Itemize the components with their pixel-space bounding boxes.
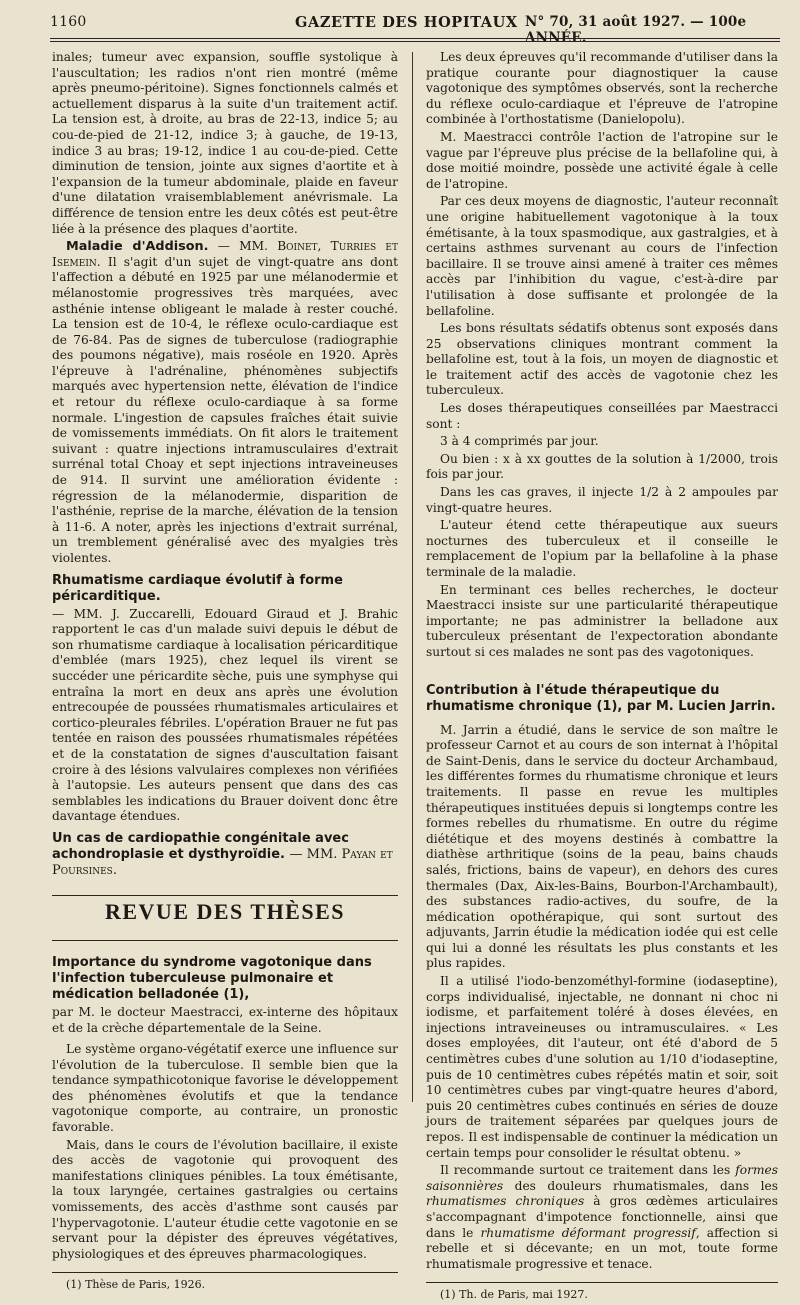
- list-item: Ou bien : x à xx gouttes de la solution à 1/2000, trois fois par jour.: [426, 451, 778, 482]
- header-rule: [50, 38, 780, 39]
- section-title: REVUE DES THÈSES: [104, 898, 345, 924]
- addison-text: Il s'agit d'un sujet de vingt-quatre ans dont l'affection a débuté en 1925 par une mélanodermie et mélanostomie progressives très marquées, avec asthénie intense obligeant le malade à rester couché. La tension est de 10-4, le réflexe oculo-cardiaque est de 76-84. Pas de signes de tuberculose (radiographie des poumons négative), mais roséole en 1920. Après l'épreuve à l'adrénaline, phénomènes subjectifs marqués avec hypertension nette, élévation de l'indice et retour du réflexe oculo-cardiaque à sa forme normale. L'ingestion de capsules fraîches était suivie de vomissements immédiats. On fit alors le traitement suivant : quatre injections intramusculaires d'extrait surrénal total Choay et sept injections intraveineuses de 914. Il survint une amélioration évidente : régression de la mélanodermie, disparition de l'asthénie, reprise de la marche, élévation de la tension à 11-6. A noter, après les injections d'extrait surrénal, un tremblement généralisé avec des myalgies très violentes.: [52, 254, 399, 565]
- text-run: Il recommande surtout ce traitement dans les: [440, 1163, 736, 1178]
- rhumatisme-text: — MM. J. Zuccarelli, Edouard Giraud et J. Brahic rapportent le cas d'un malade suivi depuis le début de son rhumatisme cardiaque à localisation péricarditique d'emblée (mars 1925), chez lequel ils virent se succéder une péricardite sèche, puis une symphyse qui entraîna la mort en deux ans après une évolution entrecoupée de poussées rhumatismales articulaires et cortico-pleurales fébriles. L'opération Brauer ne fut pas tentée en raison des poussées rhumatismales répétées et de la constatation de signes d'auscultation faisant croire à des lésions valvulaires complexes non vérifiées à l'autopsie. Les auteurs pensent que dans des cas semblables les indications du Brauer doivent donc être davantage étendues.: [52, 606, 398, 824]
- contribution-title: Contribution à l'étude thérapeutique du rhumatisme chronique (1), par M. Lucien Jarrin.: [426, 682, 776, 714]
- paragraph: Les bons résultats sédatifs obtenus sont exposés dans 25 observations cliniques montrant comment la bellafoline est, tout à la fois, un moyen de diagnostic et le traitement actif des accès de vagotonie chez les tuberculeux.: [426, 321, 778, 398]
- paragraph: Les deux épreuves qu'il recommande d'utiliser dans la pratique courante pour diagnostiquer la cause vagotonique des symptômes observés, sont la recherche du réflexe oculo-cardiaque et l'épreuve de l'atropine combinée à l'orthostatisme (Danielopolu).: [426, 50, 778, 127]
- section-banner: [52, 895, 398, 941]
- text-run: , affection si rebelle et si décevante; en un mot, toute forme rhumatismale progressive et tenace.: [426, 1225, 778, 1271]
- footnote: (1) Thèse de Paris, 1926.: [66, 1278, 206, 1292]
- cardiopathie-title: Un cas de cardiopathie congénitale avec achondroplasie et dysthyroïdie.: [52, 830, 349, 862]
- paragraph: M. Maestracci contrôle l'action de l'atropine sur le vague par l'épreuve plus précise de la bellafoline qui, à dose moitié moindre, possède une activité égale à celle de l'atropine.: [426, 129, 778, 191]
- addison-title: Maladie d'Addison.: [66, 239, 209, 255]
- footnote: (1) Th. de Paris, mai 1927.: [440, 1288, 588, 1302]
- page-number: 1160: [50, 14, 87, 30]
- paragraph: M. Jarrin a étudié, dans le service de son maître le professeur Carnot et au cours de son internat à l'hôpital de Saint-Denis, dans le service du docteur Archambaud, les différentes formes du rhumatisme chronique et leurs traitements. Il passe en revue les multiples thérapeutiques instituées depuis si longtemps contre les formes rebelles du rhumatisme. En outre du régime diététique et des moyens destinés à combattre la diathèse arthritique (soins de la peau, bains chauds salés, frictions, bains de vapeur), en dehors des cures thermales (Dax, Aix-les-Bains, Bourbon-l'Archambault), des substances radio-actives, du soufre, de la médication opothérapique, qui sont surtout des adjuvants, Jarrin étudie la médication iodée qui est celle qui lui a donné les résultats les plus constants et les plus rapides.: [426, 722, 778, 971]
- paragraph: Par ces deux moyens de diagnostic, l'auteur reconnaît une origine habituellement vagotonique à la toux émétisante, à la toux spasmodique, aux gastralgies, et à certains asthmes survenant au cours de l'infection bacillaire. Il se trouve ainsi amené à traiter ces mêmes accès par l'inhibition du vague, c'est-à-dire par l'utilisation à dose suffisante et prolongée de la bellafoline.: [426, 194, 778, 318]
- paragraph-with-italics: [426, 1163, 778, 1272]
- issue-info: N° 70, 31 août 1927. — 100e ANNÉE.: [525, 14, 747, 46]
- footnote-rule: [426, 1282, 778, 1283]
- list-item: 3 à 4 comprimés par jour.: [440, 434, 599, 449]
- italic-run: rhumatisme déformant progressif: [480, 1225, 696, 1240]
- footnote-rule: [52, 1272, 398, 1273]
- vagotonique-title: Importance du syndrome vagotonique dans l'infection tuberculeuse pulmonaire et médication belladonée (1),: [52, 954, 372, 1002]
- paragraph: L'auteur étend cette thérapeutique aux sueurs nocturnes des tuberculeux et il conseille le remplacement de l'opium par la bellafoline à la phase terminale de la maladie.: [426, 518, 778, 579]
- vagotonique-byline: par M. le docteur Maestracci, ex-interne des hôpitaux et de la crèche départementale de la Seine.: [52, 1004, 398, 1035]
- paragraph: Les doses thérapeutiques conseillées par Maestracci sont :: [426, 401, 778, 431]
- paragraph: Le système organo-végétatif exerce une influence sur l'évolution de la tuberculose. Il semble bien que la tendance sympathicotonique favorise le développement des phénomènes évolutifs et que la tendance vagotonique comporte, au contraire, un pronostic favorable.: [52, 1042, 398, 1135]
- page-header: [50, 12, 780, 46]
- paragraph: Dans les cas graves, il injecte 1/2 à 2 ampoules par vingt-quatre heures.: [426, 485, 778, 515]
- rhumatisme-title: Rhumatisme cardiaque évolutif à forme péricarditique.: [52, 572, 343, 604]
- text-run: à gros œdèmes articulaires s'accompagnant d'impotence fonctionnelle, ainsi que dans le: [426, 1194, 778, 1240]
- addison-paragraph: [52, 239, 398, 566]
- header-rule-double: [50, 41, 780, 42]
- cardiopathie-authors: — MM. Payan et Poursines.: [52, 846, 393, 878]
- italic-run: formes saisonnières: [426, 1163, 778, 1193]
- left-column: [52, 50, 398, 1295]
- text-run: des douleurs rhumatismales, dans les: [503, 1178, 778, 1193]
- italic-run: rhumatismes chroniques: [426, 1194, 585, 1209]
- paragraph: En terminant ces belles recherches, le docteur Maestracci insiste sur une particularité thérapeutique importante; ne pas administrer la belladone aux tuberculeux présentant de l'expectoration abondante surtout si ces malades ne sont pas des vagotoniques.: [426, 582, 778, 659]
- paragraph: inales; tumeur avec expansion, souffle systolique à l'auscultation; les radios n'ont rien montré (même après pneumo-péritoine). Signes fonctionnels calmés et actuellement disparus à la suite d'un traitement actif. La tension est, à droite, au bras de 22-13, indice 5; au cou-de-pied de 21-12, indice 3; à gauche, de 19-13, indice 3 au bras; 19-12, indice 1 au cou-de-pied. Cette diminution de tension, jointe aux signes d'aortite et à l'expansion de la tumeur abdominale, plaide en faveur d'une dilatation vraisemblablement anévrismale. La différence de tension entre les deux côtés est peut-être liée à la présence des plaques d'aortite.: [52, 50, 398, 236]
- journal-title: GAZETTE DES HOPITAUX: [295, 14, 518, 31]
- addison-authors: — MM. Boinet, Turries et Isemein.: [52, 239, 398, 269]
- right-column: [426, 50, 778, 1305]
- paragraph: Il a utilisé l'iodo-benzométhyl-formine (iodaseptine), corps individualisé, injectable, ne donnant ni choc ni iodisme, et parfaitement toléré à doses élevées, en injections intraveineuses ou intramusculaires. « Les doses employées, dit l'auteur, ont été d'abord de 5 centimètres cubes d'une solution au 1/10 d'iodaseptine, puis de 10 centimètres cubes répétés matin et soir, soit 10 centimètres cubes par vingt-quatre heures d'abord, puis 20 centimètres cubes continués en séries de douze jours de traitement séparées par quelques jours de repos. Il est indispensable de continuer la médication un certain temps pour consolider le résultat obtenu. »: [426, 974, 778, 1160]
- cardiopathie-heading: [52, 831, 398, 879]
- column-divider: [412, 52, 413, 1102]
- paragraph: Mais, dans le cours de l'évolution bacillaire, il existe des accès de vagotonie qui provoquent des manifestations cliniques pénibles. La toux émétisante, la toux laryngée, certaines gastralgies ou certains vomissements, des accès d'asthme sont causés par l'hypervagotonie. L'auteur étudie cette vagotonie en se servant pour la dépister des épreuves végétatives, physiologiques et des épreuves pharmacologiques.: [52, 1137, 398, 1261]
